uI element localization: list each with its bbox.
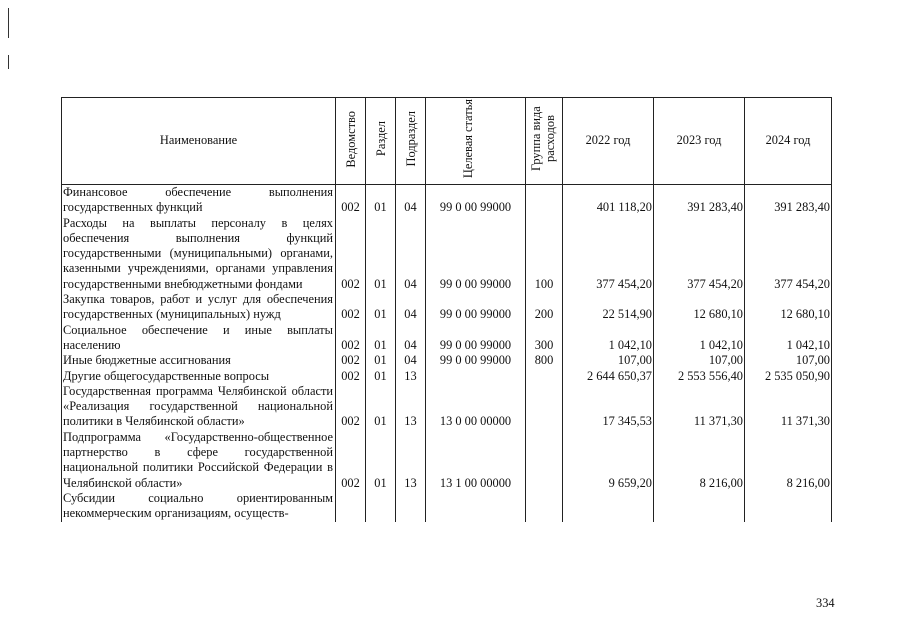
header-ved-label: Ведомство xyxy=(343,110,358,168)
row-razdel: 01 xyxy=(366,323,396,354)
row-razdel: 01 xyxy=(366,369,396,384)
row-2024: 377 454,20 xyxy=(745,216,832,292)
row-group xyxy=(526,430,563,491)
row-name: Финансовое обеспечение выполнения государственных функций xyxy=(62,185,336,216)
row-stat: 99 0 00 99000 xyxy=(426,216,526,292)
row-2023 xyxy=(654,491,745,522)
row-ved: 002 xyxy=(336,430,366,491)
row-stat: 13 0 00 00000 xyxy=(426,384,526,430)
header-stat xyxy=(426,98,526,185)
row-group: 100 xyxy=(526,216,563,292)
row-ved: 002 xyxy=(336,369,366,384)
row-2024: 1 042,10 xyxy=(745,323,832,354)
row-group: 200 xyxy=(526,292,563,323)
row-group xyxy=(526,369,563,384)
margin-mark-2 xyxy=(8,55,9,69)
row-group: 300 xyxy=(526,323,563,354)
row-2023: 377 454,20 xyxy=(654,216,745,292)
row-2023: 391 283,40 xyxy=(654,185,745,216)
table-row xyxy=(62,216,832,292)
header-name: Наименование xyxy=(62,98,336,185)
row-2024 xyxy=(745,491,832,522)
table-row xyxy=(62,430,832,491)
row-razdel: 01 xyxy=(366,216,396,292)
header-2024: 2024 год xyxy=(745,98,832,185)
row-stat: 13 1 00 00000 xyxy=(426,430,526,491)
table-row xyxy=(62,384,832,430)
row-podrazdel: 04 xyxy=(396,292,426,323)
row-2024: 12 680,10 xyxy=(745,292,832,323)
table-row xyxy=(62,369,832,384)
row-ved: 002 xyxy=(336,384,366,430)
row-podrazdel: 04 xyxy=(396,353,426,368)
row-2022: 107,00 xyxy=(563,353,654,368)
header-razdel-label: Раздел xyxy=(373,121,388,157)
row-2022: 17 345,53 xyxy=(563,384,654,430)
header-podrazdel xyxy=(396,98,426,185)
row-ved xyxy=(336,491,366,522)
row-2023: 8 216,00 xyxy=(654,430,745,491)
row-2022: 401 118,20 xyxy=(563,185,654,216)
budget-table xyxy=(61,97,832,522)
table-row xyxy=(62,323,832,354)
row-ved: 002 xyxy=(336,185,366,216)
row-ved: 002 xyxy=(336,323,366,354)
row-ved: 002 xyxy=(336,292,366,323)
row-2024: 391 283,40 xyxy=(745,185,832,216)
row-2022: 9 659,20 xyxy=(563,430,654,491)
row-podrazdel: 04 xyxy=(396,323,426,354)
row-razdel: 01 xyxy=(366,185,396,216)
row-name: Другие общегосударственные вопросы xyxy=(62,369,336,384)
row-stat xyxy=(426,369,526,384)
row-2023: 2 553 556,40 xyxy=(654,369,745,384)
table-header-row xyxy=(62,98,832,185)
row-stat: 99 0 00 99000 xyxy=(426,185,526,216)
header-razdel xyxy=(366,98,396,185)
row-name: Закупка товаров, работ и услуг для обеспечения государственных (муниципальных) нужд xyxy=(62,292,336,323)
row-name: Субсидии социально ориентированным некоммерческим организациям, осуществ- xyxy=(62,491,336,522)
row-group xyxy=(526,185,563,216)
row-2022 xyxy=(563,491,654,522)
row-2024: 11 371,30 xyxy=(745,384,832,430)
page-number: 334 xyxy=(816,596,835,610)
row-2022: 22 514,90 xyxy=(563,292,654,323)
row-name: Государственная программа Челябинской области «Реализация государственной национальной политики в Челябинской области» xyxy=(62,384,336,430)
table-row xyxy=(62,353,832,368)
row-name: Иные бюджетные ассигнования xyxy=(62,353,336,368)
header-group xyxy=(526,98,563,185)
header-2022: 2022 год xyxy=(563,98,654,185)
header-podrazdel-label: Подраздел xyxy=(403,111,418,167)
row-group xyxy=(526,491,563,522)
row-2022: 2 644 650,37 xyxy=(563,369,654,384)
row-name: Расходы на выплаты персоналу в целях обеспечения выполнения функций государственными (муниципальными) органами, казенными учреждениями, органами управления государственными внебюджетными фондами xyxy=(62,216,336,292)
row-razdel: 01 xyxy=(366,384,396,430)
row-stat xyxy=(426,491,526,522)
row-2023: 107,00 xyxy=(654,353,745,368)
row-razdel xyxy=(366,491,396,522)
row-stat: 99 0 00 99000 xyxy=(426,323,526,354)
row-podrazdel xyxy=(396,491,426,522)
row-stat: 99 0 00 99000 xyxy=(426,353,526,368)
row-podrazdel: 13 xyxy=(396,384,426,430)
row-podrazdel: 13 xyxy=(396,369,426,384)
row-razdel: 01 xyxy=(366,430,396,491)
row-name: Подпрограмма «Государственно-общественное партнерство в сфере государственной национальной политики Российской Федерации в Челябинской области» xyxy=(62,430,336,491)
row-podrazdel: 04 xyxy=(396,185,426,216)
row-2024: 107,00 xyxy=(745,353,832,368)
row-group xyxy=(526,384,563,430)
row-group: 800 xyxy=(526,353,563,368)
row-ved: 002 xyxy=(336,353,366,368)
row-name: Социальное обеспечение и иные выплаты населению xyxy=(62,323,336,354)
table-row xyxy=(62,185,832,216)
row-2023: 12 680,10 xyxy=(654,292,745,323)
row-podrazdel: 13 xyxy=(396,430,426,491)
row-razdel: 01 xyxy=(366,353,396,368)
row-podrazdel: 04 xyxy=(396,216,426,292)
header-group-label: Группа вида расходов xyxy=(529,106,557,172)
table-row xyxy=(62,491,832,522)
row-2024: 2 535 050,90 xyxy=(745,369,832,384)
header-stat-label: Целевая статья xyxy=(460,99,475,179)
row-2023: 11 371,30 xyxy=(654,384,745,430)
row-2022: 1 042,10 xyxy=(563,323,654,354)
row-ved: 002 xyxy=(336,216,366,292)
row-razdel: 01 xyxy=(366,292,396,323)
row-stat: 99 0 00 99000 xyxy=(426,292,526,323)
margin-mark-1 xyxy=(8,8,9,38)
table-row xyxy=(62,292,832,323)
row-2023: 1 042,10 xyxy=(654,323,745,354)
header-ved xyxy=(336,98,366,185)
row-2022: 377 454,20 xyxy=(563,216,654,292)
row-2024: 8 216,00 xyxy=(745,430,832,491)
header-2023: 2023 год xyxy=(654,98,745,185)
